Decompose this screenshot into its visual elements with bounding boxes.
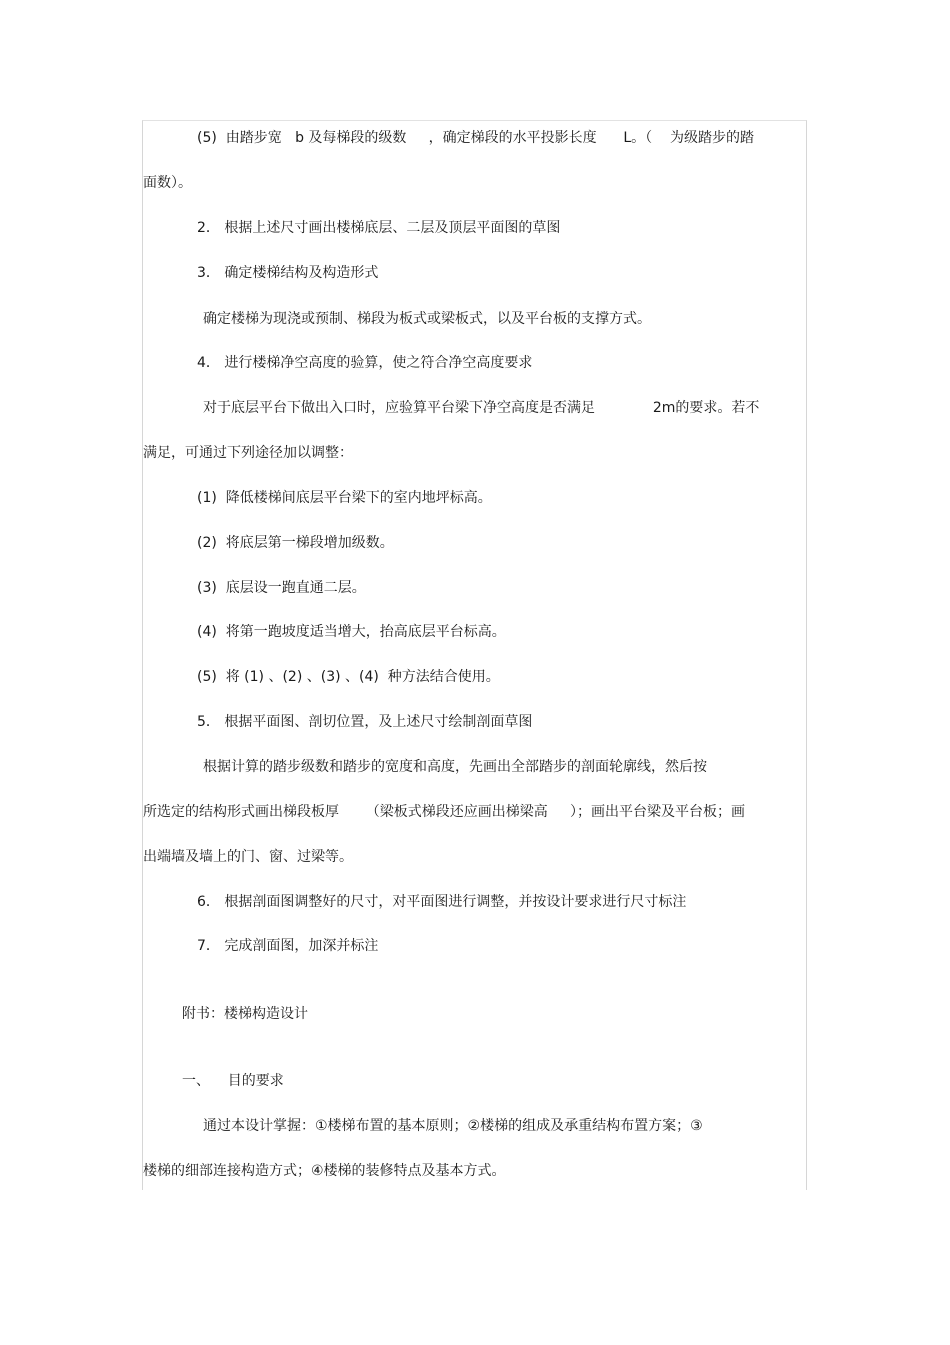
heading-step-4: 4． 进行楼梯净空高度的验算，使之符合净空高度要求 [197, 355, 533, 371]
list-item-method-4: (4) 将第一跑坡度适当增大，抬高底层平台标高。 [197, 624, 506, 640]
section-heading-objectives: 一、 目的要求 [182, 1073, 284, 1089]
paragraph-objectives-continued: 楼梯的细部连接构造方式；④楼梯的装修特点及基本方式。 [143, 1163, 506, 1179]
text-line-step-count-continued: 面数）。 [143, 175, 192, 191]
heading-step-5: 5． 根据平面图、剖切位置，及上述尺寸绘制剖面草图 [197, 714, 533, 730]
paragraph-section-drawing-continued-1: 所选定的结构形式画出梯段板厚 （梁板式梯段还应画出梯梁高 ）；画出平台梁及平台板；画 [143, 804, 745, 820]
appendix-title: 附书：楼梯构造设计 [182, 1006, 308, 1022]
heading-step-3: 3． 确定楼梯结构及构造形式 [197, 265, 379, 281]
paragraph-section-drawing: 根据计算的踏步级数和踏步的宽度和高度，先画出全部踏步的剖面轮廓线，然后按 [203, 759, 707, 775]
heading-step-7: 7． 完成剖面图，加深并标注 [197, 938, 379, 954]
paragraph-clearance-check-continued: 满足，可通过下列途径加以调整： [143, 445, 353, 461]
list-item-method-3: (3) 底层设一跑直通二层。 [197, 580, 366, 596]
list-item-method-2: (2) 将底层第一梯段增加级数。 [197, 535, 394, 551]
paragraph-objectives: 通过本设计掌握：①楼梯布置的基本原则；②楼梯的组成及承重结构布置方案；③ [203, 1118, 703, 1134]
heading-step-6: 6． 根据剖面图调整好的尺寸，对平面图进行调整，并按设计要求进行尺寸标注 [197, 894, 687, 910]
list-item-method-1: (1) 降低楼梯间底层平台梁下的室内地坪标高。 [197, 490, 492, 506]
paragraph-section-drawing-continued-2: 出端墙及墙上的门、窗、过梁等。 [143, 849, 353, 865]
heading-step-2: 2． 根据上述尺寸画出楼梯底层、二层及顶层平面图的草图 [197, 220, 561, 236]
text-line-step-length: (5) 由踏步宽 b 及每梯段的级数 ，确定梯段的水平投影长度 L。（ 为级踏步的踏 [197, 130, 754, 146]
paragraph-structure-form: 确定楼梯为现浇或预制、梯段为板式或梁板式，以及平台板的支撑方式。 [203, 311, 651, 327]
list-item-method-5: (5) 将 (1) 、(2) 、(3) 、(4) 种方法结合使用。 [197, 669, 500, 685]
paragraph-clearance-check: 对于底层平台下做出入口时，应验算平台梁下净空高度是否满足 2m的要求。若不 [203, 400, 760, 416]
